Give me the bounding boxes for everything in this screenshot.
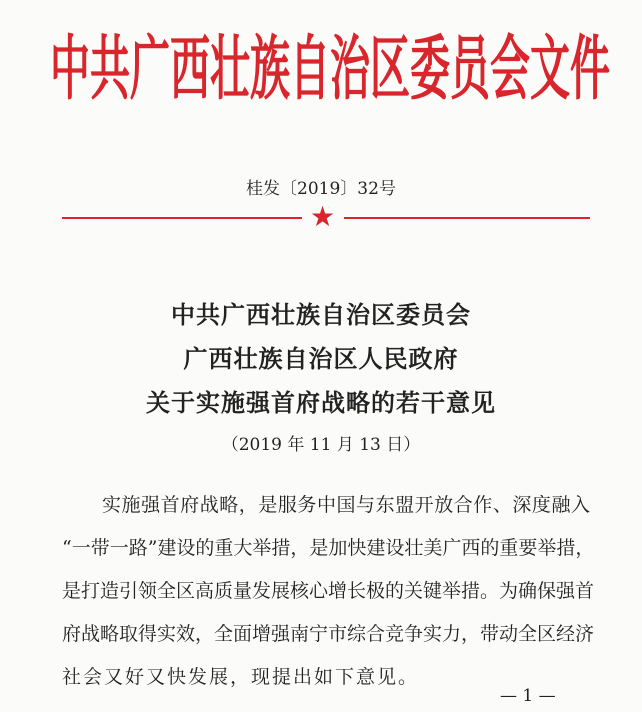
red-rule-left: [62, 217, 302, 219]
header-char: 广: [130, 27, 170, 110]
body-line: 实施强首府战略，是服务中国与东盟开放合作、深度融入: [102, 494, 590, 516]
header-char: 员: [450, 27, 490, 110]
title-line-3: 关于实施强首府战略的若干意见: [146, 388, 496, 417]
body-line: “一带一路”建设的重大举措，是加快建设壮美广西的重要举措，: [62, 537, 595, 559]
body-line: 社会又好又快发展，现提出如下意见。: [62, 666, 420, 688]
document-number: 桂发〔2019〕32号: [246, 179, 396, 199]
page-number: — 1 —: [500, 686, 556, 706]
header-char: 治: [330, 27, 370, 110]
header-char: 共: [90, 27, 130, 110]
header-char: 族: [250, 27, 290, 110]
header-char: 区: [370, 27, 410, 110]
header-char: 件: [570, 27, 610, 110]
header-char: 文: [530, 27, 570, 110]
title-line-2: 广西壮族自治区人民政府: [183, 344, 459, 373]
body-line: 是打造引领全区高质量发展核心增长极的关键举措。为确保强首: [62, 580, 595, 602]
body-line: 府战略取得实效，全面增强南宁市综合竞争实力，带动全区经济: [62, 623, 595, 645]
document-date: （2019 年 11 月 13 日）: [221, 435, 421, 455]
title-line-1: 中共广西壮族自治区委员会: [171, 300, 471, 329]
header-char: 自: [290, 27, 330, 110]
header-char: 中: [50, 27, 90, 110]
document-header-title: [50, 18, 610, 110]
header-char: 西: [170, 27, 210, 110]
header-char: 壮: [210, 27, 250, 110]
red-rule-right: [344, 217, 590, 219]
star-icon: ★: [310, 200, 336, 233]
header-char: 会: [490, 27, 530, 110]
header-char: 委: [410, 27, 450, 110]
